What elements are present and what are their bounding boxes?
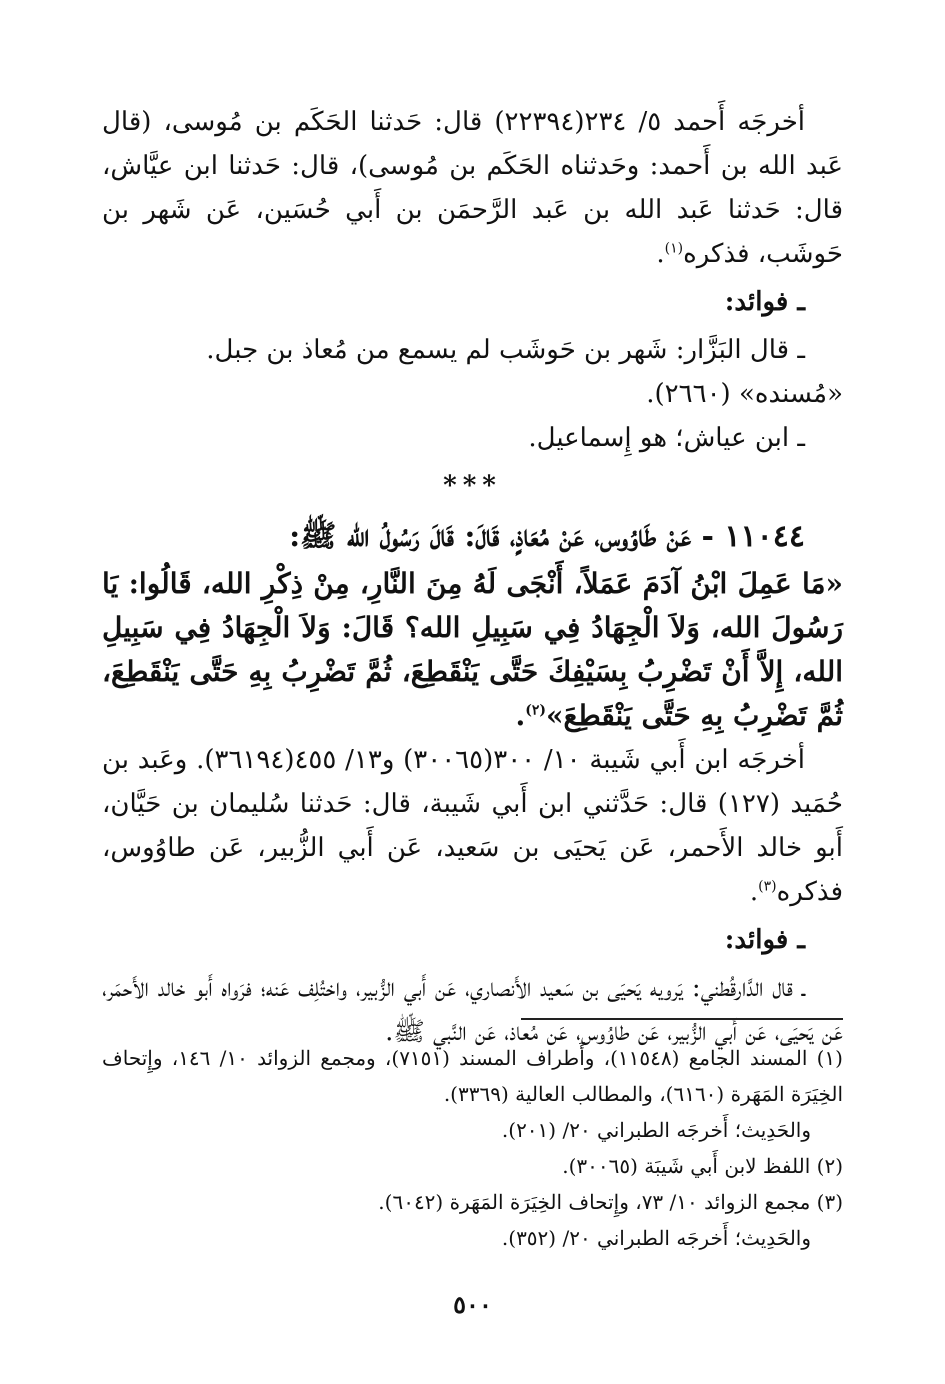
section-separator: ***: [443, 471, 502, 501]
footnote-1-continuation: والحَدِيث؛ أَخرجَه الطبراني ٢٠/ (٢٠١).: [501, 1118, 811, 1142]
footnote-ref-3[interactable]: (٣): [758, 878, 777, 895]
benefit-note-1: ـ قال البَزَّار: شَهر بن حَوشَب لم يسمع من مُعاذ بن جبل. «مُسنده» (٢٦٦٠).: [206, 335, 843, 409]
benefit-note-3: ـ قال الدَّارقُطني: يَرويه يَحيَى بن سَعيد الأَنصاري، عَن أَبي الزُّبير، واختُلِف عَنه؛ فرَواه أَبو خالد الأَحمَر، عَن يَحيَى، عَن أَبي الزُّبير، عَن طاوُوس، عَن مُعاذ، عَن النَّبي ﷺ.: [102, 973, 843, 1047]
fawaid-heading-2: ـ فوائد:: [724, 925, 805, 955]
main-text: [102, 100, 843, 1054]
footnote-divider: [521, 1018, 843, 1020]
hadith-text: «مَا عَمِلَ ابْنُ آدَمَ عَمَلاً، أَنْجَى لَهُ مِنَ النَّارِ، مِنْ ذِكْرِ الله، قَالُوا: يَا رَسُولَ الله، وَلاَ الْجِهَادُ فِي سَبِيلِ الله؟ قَالَ: وَلاَ الْجِهَادُ فِي سَبِيلِ الله، إِلاَّ أَنْ تَضْرِبُ بِسَيْفِكَ حَتَّى يَنْقَطِعَ، ثُمَّ تَضْرِبُ بِهِ حَتَّى يَنْقَطِعَ، ثُمَّ تَضْرِبُ بِهِ حَتَّى يَنْقَطِعَ»$^{(٢)}$.: [102, 567, 844, 732]
footnote-ref-1[interactable]: (١): [664, 240, 684, 257]
takhrij-paragraph-2: أخرجَه ابن أَبي شَيبة ١٠/ ٣٠٠(٣٠٠٦٥) و١٣/ ٤٥٥(٣٦١٩٤). وعَبد بن حُمَيد (١٢٧) قال: حَدَّثني ابن أَبي شَيبة، قال: حَدثنا سُليمان بن حَيَّان، أَبو خالد الأَحمر، عَن يَحيَى بن سَعيد، عَن أَبي الزُّبير، عَن طاوُوس، فذكره$^{(٣)}$.: [102, 745, 843, 907]
footnote-3: (٣) مجمع الزوائد ١٠/ ٧٣، وإِتحاف الخِيَرَة المَهَرة (٦٠٤٢).: [378, 1190, 843, 1214]
takhrij-paragraph-1: أخرجَه أَحمد ٥/ ٢٣٤(٢٢٣٩٤) قال: حَدثنا الحَكَم بن مُوسى، (قال عَبد الله بن أَحمد: وحَدثناه الحَكَم بن مُوسى)، قال: حَدثنا ابن عيَّاش، قال: حَدثنا عَبد الله بن عَبد الرَّحمَن بن أَبي حُسَين، عَن شَهر بن حَوشَب، فذكره$^{(١)}$.: [102, 107, 844, 269]
fawaid-heading-1: ـ فوائد:: [724, 287, 805, 317]
footnote-1: (١) المسند الجامع (١١٥٤٨)، وأَطراف المسند (٧١٥١)، ومجمع الزوائد ١٠/ ١٤٦، وإِتحاف الخِيَرَة المَهَرة (٦١٦٠)، والمطالب العالية (٣٣٦٩).: [102, 1046, 843, 1106]
footnote-2: (٢) اللفظ لابن أَبي شَيبَة (٣٠٠٦٥).: [562, 1154, 843, 1178]
footnotes: [102, 1040, 843, 1256]
footnote-ref-2[interactable]: (٢): [525, 702, 547, 719]
hadith-heading: ١١٠٤٤ - عَنْ طَاوُوس، عَنْ مُعَاذٍ، قَالَ: قَالَ رَسُولُ الله ﷺ:: [289, 519, 805, 554]
page-number: ٥٠٠: [453, 1290, 492, 1319]
footnote-3-continuation: والحَدِيث؛ أَخرجَه الطبراني ٢٠/ (٣٥٢).: [501, 1226, 811, 1250]
benefit-note-2: ـ ابن عياش؛ هو إِسماعيل.: [528, 423, 805, 453]
